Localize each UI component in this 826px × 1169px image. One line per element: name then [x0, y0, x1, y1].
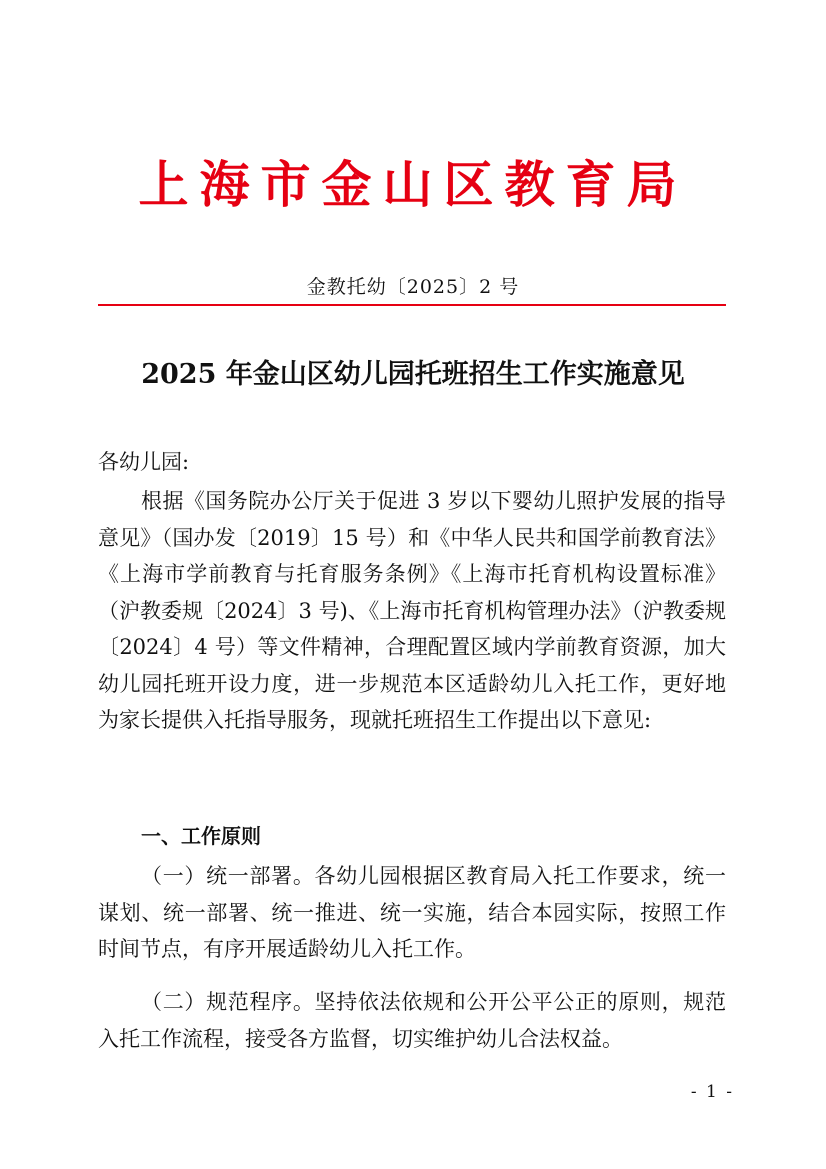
- red-separator-line: [98, 304, 726, 306]
- document-number: 金教托幼〔2025〕2 号: [306, 276, 520, 298]
- salutation: 各幼儿园:: [98, 450, 190, 474]
- paragraph-standard-procedure: （二）规范程序。坚持依法依规和公开公平公正的原则，规范入托工作流程，接受各方监督，切实维护幼儿合法权益。: [98, 990, 726, 1051]
- page-number: - 1 -: [690, 1082, 734, 1102]
- paragraph-intro: 根据《国务院办公厅关于促进 3 岁以下婴幼儿照护发展的指导意见》（国办发〔2019〕15 号）和《中华人民共和国学前教育法》《上海市学前教育与托育服务条例》《上海市托育机构设置标准》（沪教委规〔2024〕3 号)、《上海市托育机构管理办法》（沪教委规〔2024〕4 号）等文件精神，合理配置区域内学前教育资源，加大幼儿园托班开设力度，进一步规范本区适龄幼儿入托工作，更好地为家长提供入托指导服务，现就托班招生工作提出以下意见:: [98, 489, 726, 732]
- issuer-name: 上海市金山区教育局: [138, 156, 688, 214]
- section-heading-principles: 一、工作原则: [141, 824, 261, 848]
- paragraph-unified-deployment: （一）统一部署。各幼儿园根据区教育局入托工作要求，统一谋划、统一部署、统一推进、统一实施，结合本园实际，按照工作时间节点，有序开展适龄幼儿入托工作。: [98, 864, 726, 961]
- document-title: 2025 年金山区幼儿园托班招生工作实施意见: [141, 359, 685, 390]
